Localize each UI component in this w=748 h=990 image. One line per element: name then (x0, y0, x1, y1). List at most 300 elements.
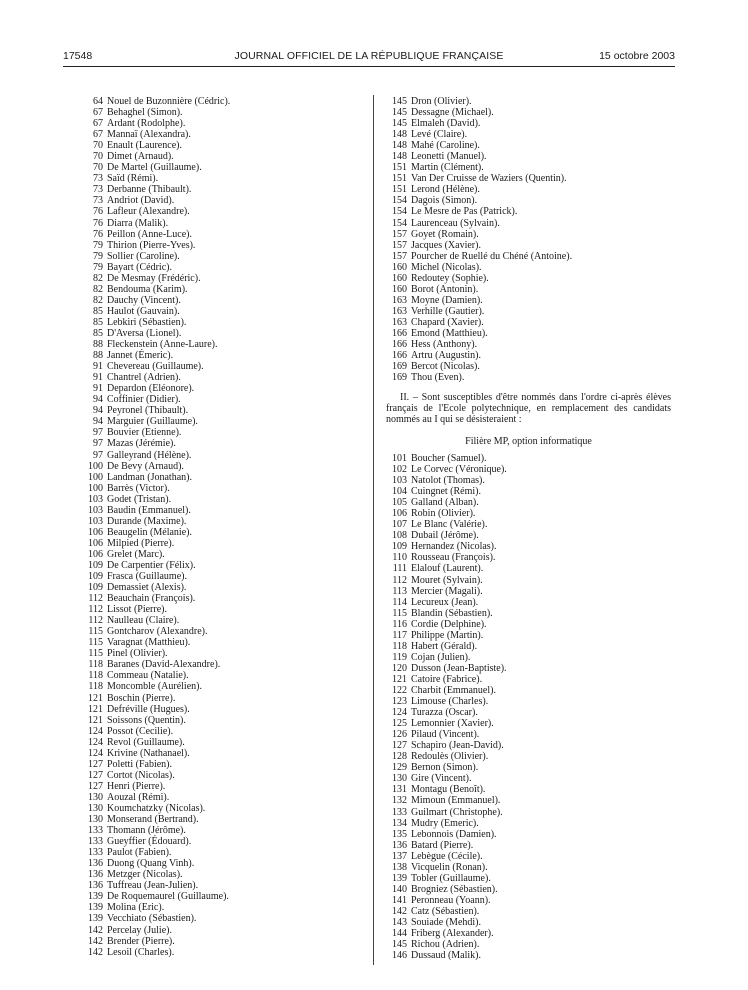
rank-number: 73 (93, 173, 103, 185)
list-item (386, 729, 671, 740)
list-item (386, 497, 671, 508)
rank-number: 148 (392, 151, 407, 163)
candidate-name: Richou (Adrien). (411, 939, 480, 951)
candidate-name: Poletti (Fabien). (107, 758, 172, 770)
candidate-name: Thirion (Pierre-Yves). (107, 239, 196, 251)
candidate-name: Soissons (Quentin). (107, 714, 186, 726)
candidate-name: Bercot (Nicolas). (411, 361, 480, 373)
list-item (82, 383, 367, 394)
candidate-name: Moncomble (Aurélien). (107, 681, 202, 693)
rank-number: 91 (93, 361, 103, 373)
list-item (82, 626, 367, 637)
rank-number: 166 (392, 339, 407, 351)
list-item (82, 902, 367, 913)
candidate-name: Mannaï (Alexandra). (107, 129, 191, 141)
list-item (386, 486, 671, 497)
rank-number: 140 (392, 883, 407, 895)
rank-number: 109 (88, 559, 103, 571)
rank-number: 124 (392, 707, 407, 719)
candidate-name: Naulleau (Claire). (107, 615, 180, 627)
list-item (82, 538, 367, 549)
candidate-name: Commeau (Natalie). (107, 670, 189, 682)
rank-number: 154 (392, 217, 407, 229)
list-item (386, 928, 671, 939)
candidate-name: Mazas (Jérémie). (107, 438, 176, 450)
rank-number: 142 (392, 905, 407, 917)
list-item (82, 438, 367, 449)
rank-number: 142 (88, 935, 103, 947)
candidate-name: Lafleur (Alexandre). (107, 206, 190, 218)
rank-number: 130 (88, 803, 103, 814)
candidate-name: Hernandez (Nicolas). (411, 541, 497, 553)
candidate-name: Barrès (Victor). (107, 482, 170, 494)
rank-number: 105 (392, 497, 407, 509)
rank-number: 132 (392, 795, 407, 807)
candidate-name: Limouse (Charles). (411, 696, 489, 708)
candidate-name: Varagnat (Matthieu). (107, 637, 191, 649)
page-number: 17548 (63, 50, 93, 62)
list-item (82, 726, 367, 737)
list-item (386, 795, 671, 806)
list-item (386, 273, 671, 284)
rank-number: 85 (93, 327, 103, 339)
list-item (82, 593, 367, 604)
list-item (82, 637, 367, 648)
list-item (386, 707, 671, 718)
rank-number: 119 (392, 651, 407, 663)
list-item (386, 641, 671, 652)
list-item (82, 803, 367, 814)
rank-number: 67 (93, 118, 103, 130)
candidate-name: Chevereau (Guillaume). (107, 361, 204, 373)
list-item (82, 748, 367, 759)
list-item (386, 251, 671, 262)
candidate-name: Mercier (Magali). (411, 585, 483, 597)
rank-number: 142 (88, 924, 103, 936)
candidate-name: Mahé (Caroline). (411, 140, 480, 152)
rank-number: 169 (392, 372, 407, 384)
candidate-name: Levé (Claire). (411, 129, 468, 141)
candidate-name: Cordie (Delphine). (411, 618, 487, 630)
list-item (82, 350, 367, 361)
rank-number: 163 (392, 305, 407, 317)
list-item (386, 575, 671, 586)
rank-number: 88 (93, 350, 103, 362)
rank-number: 106 (88, 548, 103, 560)
rank-number: 139 (392, 872, 407, 884)
rank-number: 79 (93, 250, 103, 262)
publication-date: 15 octobre 2003 (599, 50, 675, 62)
list-item (82, 759, 367, 770)
candidate-name: Duong (Quang Vinh). (107, 858, 195, 870)
rank-number: 104 (392, 486, 407, 498)
list-item (386, 563, 671, 574)
rank-number: 133 (392, 806, 407, 818)
rank-number: 118 (88, 659, 103, 671)
candidate-name: Molina (Eric). (107, 902, 165, 914)
list-item (386, 328, 671, 339)
rank-number: 112 (392, 574, 407, 586)
list-item (386, 674, 671, 685)
candidate-name: Michel (Nicolas). (411, 261, 482, 273)
candidate-name: Defréville (Hugues). (107, 703, 190, 715)
candidate-name: Schapiro (Jean-David). (411, 740, 504, 752)
list-item (82, 251, 367, 262)
rank-number: 97 (93, 449, 103, 461)
rank-number: 135 (392, 828, 407, 840)
list-item (386, 884, 671, 895)
rank-number: 126 (392, 729, 407, 741)
candidate-name: Beauchain (François). (107, 593, 196, 605)
list-item (82, 240, 367, 251)
candidate-name: Emond (Matthieu). (411, 327, 488, 339)
rank-number: 163 (392, 316, 407, 328)
list-item (82, 681, 367, 692)
list-item (82, 604, 367, 615)
list-item (386, 453, 671, 464)
rank-number: 151 (392, 184, 407, 196)
list-item (386, 530, 671, 541)
list-item (82, 107, 367, 118)
list-item (386, 295, 671, 306)
list-item (386, 206, 671, 217)
candidate-name: Borot (Antonin). (411, 283, 479, 295)
rank-number: 82 (93, 283, 103, 295)
candidate-name: Aouzal (Rémi). (107, 791, 170, 803)
rank-number: 100 (88, 482, 103, 494)
candidate-name: Habert (Gérald). (411, 640, 478, 652)
candidate-name: Blandin (Sébastien). (411, 607, 493, 619)
list-item (82, 372, 367, 383)
rank-number: 154 (392, 195, 407, 207)
rank-number: 103 (88, 493, 103, 505)
list-item (82, 118, 367, 129)
list-item (82, 328, 367, 339)
rank-number: 115 (88, 648, 103, 660)
rank-number: 103 (392, 475, 407, 487)
rank-number: 112 (88, 615, 103, 627)
candidate-name: Pinel (Olivier). (107, 648, 168, 660)
candidate-name: Mudry (Emeric). (411, 817, 479, 829)
candidate-name: Redoutey (Sophie). (411, 272, 489, 284)
rank-number: 111 (392, 563, 407, 575)
list-item (82, 715, 367, 726)
rank-number: 106 (392, 508, 407, 520)
list-item (386, 541, 671, 552)
candidate-name: Baranes (David-Alexandre). (107, 659, 221, 671)
rank-number: 100 (88, 471, 103, 483)
list-item (82, 184, 367, 195)
list-item (386, 129, 671, 140)
candidate-name: Leonetti (Manuel). (411, 151, 487, 163)
list-item (386, 917, 671, 928)
rank-number: 101 (392, 453, 407, 464)
rank-number: 127 (88, 758, 103, 770)
list-item (386, 586, 671, 597)
candidate-name: Mouret (Sylvain). (411, 574, 483, 586)
rank-number: 109 (392, 541, 407, 553)
list-item (82, 571, 367, 582)
list-item (386, 807, 671, 818)
candidate-name: Charbit (Emmanuel). (411, 684, 496, 696)
rank-number: 145 (392, 939, 407, 951)
list-item (82, 218, 367, 229)
list-item (82, 947, 367, 958)
rank-number: 122 (392, 684, 407, 696)
candidate-name: Natolot (Thomas). (411, 475, 485, 487)
list-item (386, 552, 671, 563)
list-item (82, 339, 367, 350)
candidate-name: Cojan (Julien). (411, 651, 471, 663)
rank-number: 137 (392, 850, 407, 862)
rank-number: 94 (93, 394, 103, 406)
rank-number: 139 (88, 891, 103, 903)
list-item (386, 895, 671, 906)
list-item (386, 173, 671, 184)
list-item (82, 737, 367, 748)
candidate-name: De Carpentier (Félix). (107, 559, 196, 571)
candidate-name: Verhille (Gautier). (411, 305, 485, 317)
list-item (82, 306, 367, 317)
rank-number: 136 (392, 839, 407, 851)
candidate-name: Chantrel (Adrien). (107, 372, 181, 384)
rank-number: 136 (88, 869, 103, 881)
rank-number: 133 (88, 836, 103, 848)
rank-number: 73 (93, 195, 103, 207)
list-item (82, 836, 367, 847)
candidate-name: Bayart (Cédric). (107, 261, 172, 273)
candidate-name: Dubail (Jérôme). (411, 530, 479, 542)
candidate-name: Le Mesre de Pas (Patrick). (411, 206, 518, 218)
list-item (82, 206, 367, 217)
rank-number: 127 (392, 740, 407, 752)
rank-number: 85 (93, 305, 103, 317)
right-column-list-bottom (386, 453, 671, 961)
rank-number: 166 (392, 327, 407, 339)
candidate-name: Tuffreau (Jean-Julien). (107, 880, 199, 892)
list-item (82, 472, 367, 483)
rank-number: 130 (392, 773, 407, 785)
candidate-name: Tobler (Guillaume). (411, 872, 491, 884)
rank-number: 97 (93, 427, 103, 439)
list-item (386, 118, 671, 129)
candidate-name: Revol (Guillaume). (107, 736, 185, 748)
rank-number: 76 (93, 217, 103, 229)
candidate-name: Thou (Even). (411, 372, 465, 384)
candidate-name: Enault (Laurence). (107, 140, 182, 152)
candidate-name: Lebkiri (Sébastien). (107, 316, 187, 328)
candidate-name: Cuingnet (Rémi). (411, 486, 481, 498)
candidate-name: Hess (Anthony). (411, 339, 478, 351)
list-item (82, 704, 367, 715)
list-item (82, 405, 367, 416)
list-item (82, 869, 367, 880)
list-item (386, 372, 671, 383)
candidate-name: Behaghel (Simon). (107, 107, 183, 119)
list-item (82, 560, 367, 571)
candidate-name: Marguier (Guillaume). (107, 416, 198, 428)
rank-number: 79 (93, 239, 103, 251)
rank-number: 151 (392, 162, 407, 174)
list-item (386, 851, 671, 862)
list-item (386, 597, 671, 608)
list-item (386, 829, 671, 840)
rank-number: 70 (93, 151, 103, 163)
rank-number: 134 (392, 817, 407, 829)
rank-number: 138 (392, 861, 407, 873)
rank-number: 108 (392, 530, 407, 542)
candidate-name: Montagu (Benoît). (411, 784, 486, 796)
rank-number: 148 (392, 129, 407, 141)
rank-number: 145 (392, 118, 407, 130)
candidate-name: Beaugelin (Mélanie). (107, 526, 192, 538)
candidate-name: Paulot (Fabien). (107, 847, 172, 859)
candidate-name: Boucher (Samuel). (411, 453, 487, 464)
candidate-name: Haulot (Gauvain). (107, 305, 180, 317)
list-item (82, 825, 367, 836)
rank-number: 64 (93, 96, 103, 107)
list-item (386, 773, 671, 784)
candidate-name: Boschin (Pierre). (107, 692, 176, 704)
list-item (386, 873, 671, 884)
list-item (386, 107, 671, 118)
candidate-name: Elalouf (Laurent). (411, 563, 484, 575)
header-rule (63, 66, 675, 67)
rank-number: 123 (392, 696, 407, 708)
list-item (386, 784, 671, 795)
list-item (82, 670, 367, 681)
rank-number: 102 (392, 464, 407, 476)
candidate-name: Lebonnois (Damien). (411, 828, 497, 840)
rank-number: 160 (392, 283, 407, 295)
candidate-name: Chapard (Xavier). (411, 316, 484, 328)
rank-number: 160 (392, 272, 407, 284)
rank-number: 136 (88, 858, 103, 870)
rank-number: 82 (93, 272, 103, 284)
rank-number: 97 (93, 438, 103, 450)
candidate-name: Goyet (Romain). (411, 228, 479, 240)
list-item (386, 317, 671, 328)
list-item (82, 814, 367, 825)
list-item (386, 519, 671, 530)
list-item (82, 273, 367, 284)
list-item (82, 450, 367, 461)
rank-number: 151 (392, 173, 407, 185)
rank-number: 112 (88, 593, 103, 605)
column-divider (373, 95, 374, 965)
candidate-name: Grelet (Marc). (107, 548, 165, 560)
list-item (386, 162, 671, 173)
rank-number: 121 (88, 703, 103, 715)
candidate-name: Godet (Tristan). (107, 493, 172, 505)
candidate-name: Durande (Maxime). (107, 515, 187, 527)
list-item (386, 339, 671, 350)
candidate-name: Redoulès (Olivier). (411, 751, 489, 763)
rank-number: 103 (88, 515, 103, 527)
candidate-name: Ardant (Rodolphe). (107, 118, 186, 130)
candidate-name: Krivine (Nathanael). (107, 747, 190, 759)
rank-number: 106 (88, 537, 103, 549)
list-item (386, 96, 671, 107)
candidate-name: Bendouma (Karim). (107, 283, 188, 295)
candidate-name: Nouel de Buzonnière (Cédric). (107, 96, 231, 107)
list-item (386, 818, 671, 829)
section-ii-paragraph: II. – Sont susceptibles d'être nommés dans l'ordre ci-après élèves français de l'Ecole polytechnique, en remplacement des candidats nommés au I qui se désisteraient : (386, 392, 671, 426)
candidate-name: Catoire (Fabrice). (411, 673, 483, 685)
rank-number: 115 (88, 637, 103, 649)
list-item (82, 483, 367, 494)
candidate-name: Derbanne (Thibault). (107, 184, 192, 196)
list-item (386, 240, 671, 251)
list-item (386, 608, 671, 619)
candidate-name: Brender (Pierre). (107, 935, 175, 947)
list-item (386, 218, 671, 229)
rank-number: 114 (392, 596, 407, 608)
rank-number: 118 (392, 640, 407, 652)
candidate-name: Moyne (Damien). (411, 294, 483, 306)
list-item (82, 648, 367, 659)
rank-number: 124 (88, 736, 103, 748)
candidate-name: Gire (Vincent). (411, 773, 472, 785)
list-item (386, 262, 671, 273)
list-item (82, 891, 367, 902)
rank-number: 118 (88, 681, 103, 693)
rank-number: 115 (392, 607, 407, 619)
candidate-name: Fleckenstein (Anne-Laure). (107, 339, 218, 351)
candidate-name: Frasca (Guillaume). (107, 571, 187, 583)
candidate-name: Coffinier (Didier). (107, 394, 181, 406)
candidate-name: Mimoun (Emmanuel). (411, 795, 501, 807)
candidate-name: Diarra (Malik). (107, 217, 169, 229)
candidate-name: Dagois (Simon). (411, 195, 478, 207)
candidate-name: Artru (Augustin). (411, 350, 481, 362)
candidate-name: De Bevy (Arnaud). (107, 460, 184, 472)
rank-number: 144 (392, 928, 407, 940)
candidate-name: Lissot (Pierre). (107, 604, 167, 616)
journal-title: JOURNAL OFFICIEL DE LA RÉPUBLIQUE FRANÇAISE (234, 50, 504, 62)
candidate-name: Pilaud (Vincent). (411, 729, 480, 741)
candidate-name: Le Blanc (Valérie). (411, 519, 488, 531)
list-item (386, 950, 671, 961)
rank-number: 141 (392, 894, 407, 906)
candidate-name: Vecchiato (Sébastien). (107, 913, 197, 925)
rank-number: 113 (392, 585, 407, 597)
candidate-name: Robin (Olivier). (411, 508, 476, 520)
list-item (82, 615, 367, 626)
rank-number: 109 (88, 571, 103, 583)
candidate-name: Peronneau (Yoann). (411, 894, 491, 906)
list-item (386, 195, 671, 206)
rank-number: 148 (392, 140, 407, 152)
rank-number: 145 (392, 96, 407, 107)
list-item (82, 527, 367, 538)
rank-number: 109 (88, 582, 103, 594)
list-item (386, 140, 671, 151)
right-column-list-top (386, 96, 671, 383)
rank-number: 128 (392, 751, 407, 763)
rank-number: 142 (88, 946, 103, 958)
rank-number: 157 (392, 239, 407, 251)
candidate-name: Metzger (Nicolas). (107, 869, 183, 881)
candidate-name: Peillon (Anne-Luce). (107, 228, 192, 240)
list-item (82, 140, 367, 151)
rank-number: 100 (88, 460, 103, 472)
candidate-name: Laurenceau (Sylvain). (411, 217, 500, 229)
rank-number: 118 (88, 670, 103, 682)
list-item (82, 913, 367, 924)
candidate-name: Lesoil (Charles). (107, 946, 175, 958)
list-item (386, 762, 671, 773)
